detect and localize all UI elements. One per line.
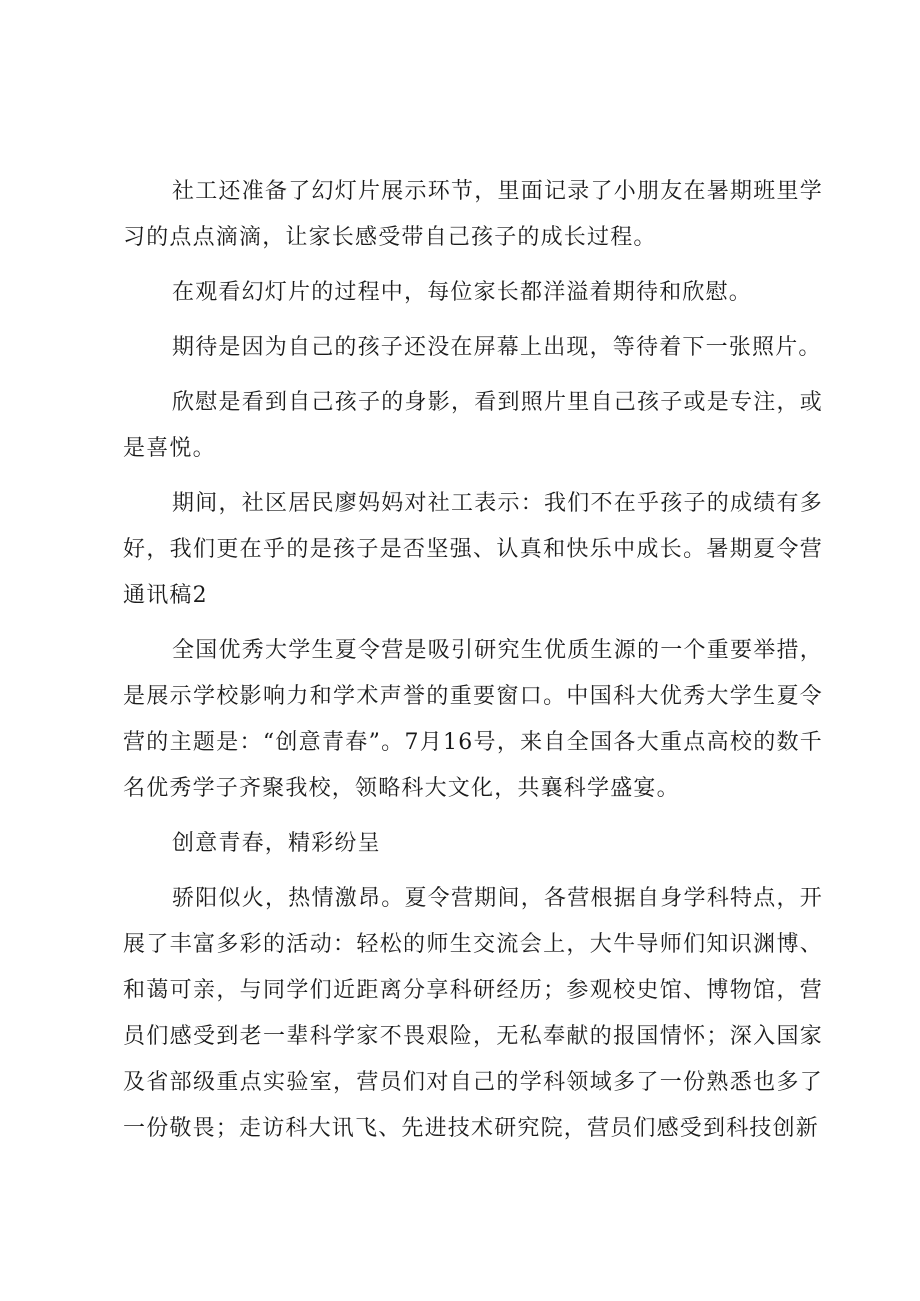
paragraph-summer-camp-intro: 全国优秀大学生夏令营是吸引研究生优质生源的一个重要举措，是展示学校影响力和学术声誉的重要窗口。中国科大优秀大学生夏令营的主题是：“创意青春”。7月16号，来自全国各大重点高校的数千名优秀学子齐聚我校，领略科大文化，共襄科学盛宴。 [123, 638, 823, 801]
document-body [123, 169, 823, 1161]
paragraph-gratification: 欣慰是看到自己孩子的身影，看到照片里自己孩子或是专注，或是喜悦。 [123, 390, 823, 461]
paragraph-parent-quote: 期间，社区居民廖妈妈对社工表示：我们不在乎孩子的成绩有多好，我们更在乎的是孩子是否坚强、认真和快乐中成长。暑期夏令营通讯稿2 [123, 491, 823, 608]
section-heading: 创意青春，精彩纷呈 [172, 831, 381, 856]
paragraph-watching: 在观看幻灯片的过程中，每位家长都洋溢着期待和欣慰。 [172, 280, 753, 305]
paragraph-slideshow: 社工还准备了幻灯片展示环节，里面记录了小朋友在暑期班里学习的点点滴滴，让家长感受带自己孩子的成长过程。 [123, 179, 823, 250]
paragraph-expectation: 期待是因为自己的孩子还没在屏幕上出现，等待着下一张照片。 [172, 335, 822, 360]
paragraph-activities: 骄阳似火，热情激昂。夏令营期间，各营根据自身学科特点，开展了丰富多彩的活动：轻松的师生交流会上，大牛导师们知识渊博、和蔼可亲，与同学们近距离分享科研经历；参观校史馆、博物馆，营员们感受到老一辈科学家不畏艰险，无私奉献的报国情怀；深入国家及省部级重点实验室，营员们对自己的学科领域多了一份熟悉也多了一份敬畏；走访科大讯飞、先进技术研究院，营员们感受到科技创新 [123, 886, 823, 1141]
